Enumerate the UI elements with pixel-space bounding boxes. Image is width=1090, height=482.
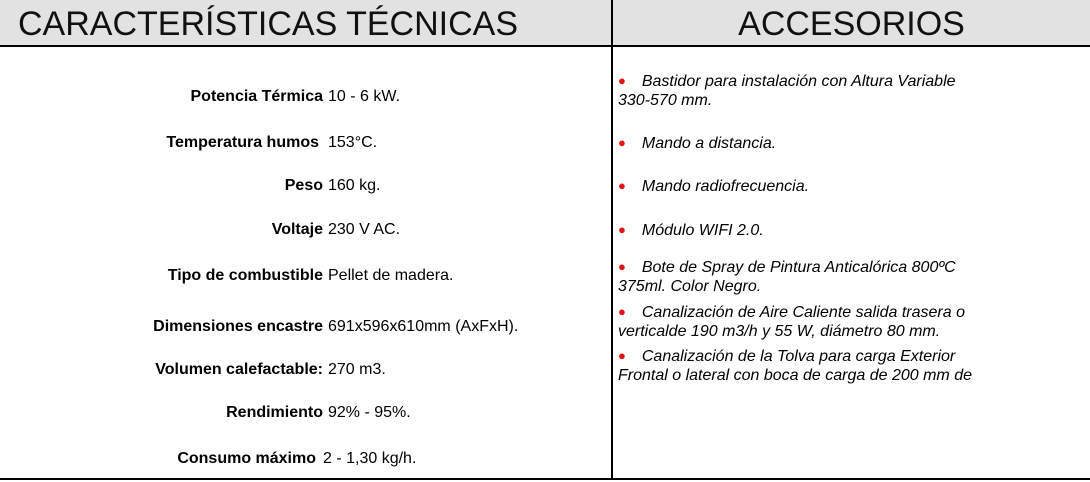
column-divider [611,0,613,478]
spec-value: 153°C. [328,134,378,151]
bullet-icon: ● [618,222,626,237]
spec-label: Volumen calefactable: [155,361,323,378]
spec-row [0,77,611,117]
spec-row [0,123,611,163]
spec-row [0,439,611,479]
spec-label: Peso [284,177,323,194]
spec-value: 2 - 1,30 kg/h. [323,450,417,467]
accessory-item [618,177,1078,196]
spec-value: 92% - 95%. [328,404,411,421]
header-bar [0,0,1090,47]
spec-row [0,256,611,296]
spec-value: Pellet de madera. [328,267,454,284]
spec-value: 10 - 6 kW. [328,88,401,105]
bullet-icon: ● [618,259,626,274]
accessory-item [618,72,1078,110]
section-title-accessories: ACCESORIOS [738,5,965,43]
accessory-text: Canalización de la Tolva para carga Exterior [641,348,956,365]
accessory-text: Módulo WIFI 2.0. [641,222,764,239]
spec-value: 270 m3. [328,361,386,378]
accessory-item [618,303,1078,341]
spec-row [0,210,611,250]
bullet-icon: ● [618,304,626,319]
accessory-text: Bote de Spray de Pintura Anticalórica 800ºC [641,259,956,276]
spec-label: Potencia Térmica [190,88,323,105]
spec-value: 691x596x610mm (AxFxH). [328,318,519,335]
accessory-item [618,258,1078,296]
spec-row [0,393,611,433]
spec-label: Voltaje [271,221,323,238]
accessory-text: Bastidor para instalación con Altura Variable [641,73,956,90]
spec-label: Tipo de combustible [167,267,323,284]
accessory-text: Canalización de Aire Caliente salida trasera o [641,304,965,321]
section-title-technical: CARACTERÍSTICAS TÉCNICAS [18,5,519,43]
accessory-item [618,221,1078,240]
bullet-icon: ● [618,73,626,88]
spec-label: Dimensiones encastre [153,318,323,335]
accessory-text: 330-570 mm. [618,92,713,109]
accessory-text: Mando radiofrecuencia. [641,178,810,195]
spec-value: 160 kg. [328,177,381,194]
accessory-text: Frontal o lateral con boca de carga de 200 mm de [618,367,972,384]
accessory-text: Mando a distancia. [641,135,777,152]
spec-value: 230 V AC. [328,221,401,238]
spec-row [0,350,611,390]
accessory-item [618,347,1078,385]
bullet-icon: ● [618,178,626,193]
bullet-icon: ● [618,135,626,150]
accessory-item [618,134,1078,153]
spec-row [0,166,611,206]
accessory-text: 375ml. Color Negro. [618,278,762,295]
bullet-icon: ● [618,348,626,363]
spec-label: Rendimiento [226,404,323,421]
spec-label: Consumo máximo [177,450,316,467]
spec-label: Temperatura humos [166,134,319,151]
accessory-text: verticalde 190 m3/h y 55 W, diámetro 80 mm. [618,323,941,340]
spec-row [0,307,611,347]
